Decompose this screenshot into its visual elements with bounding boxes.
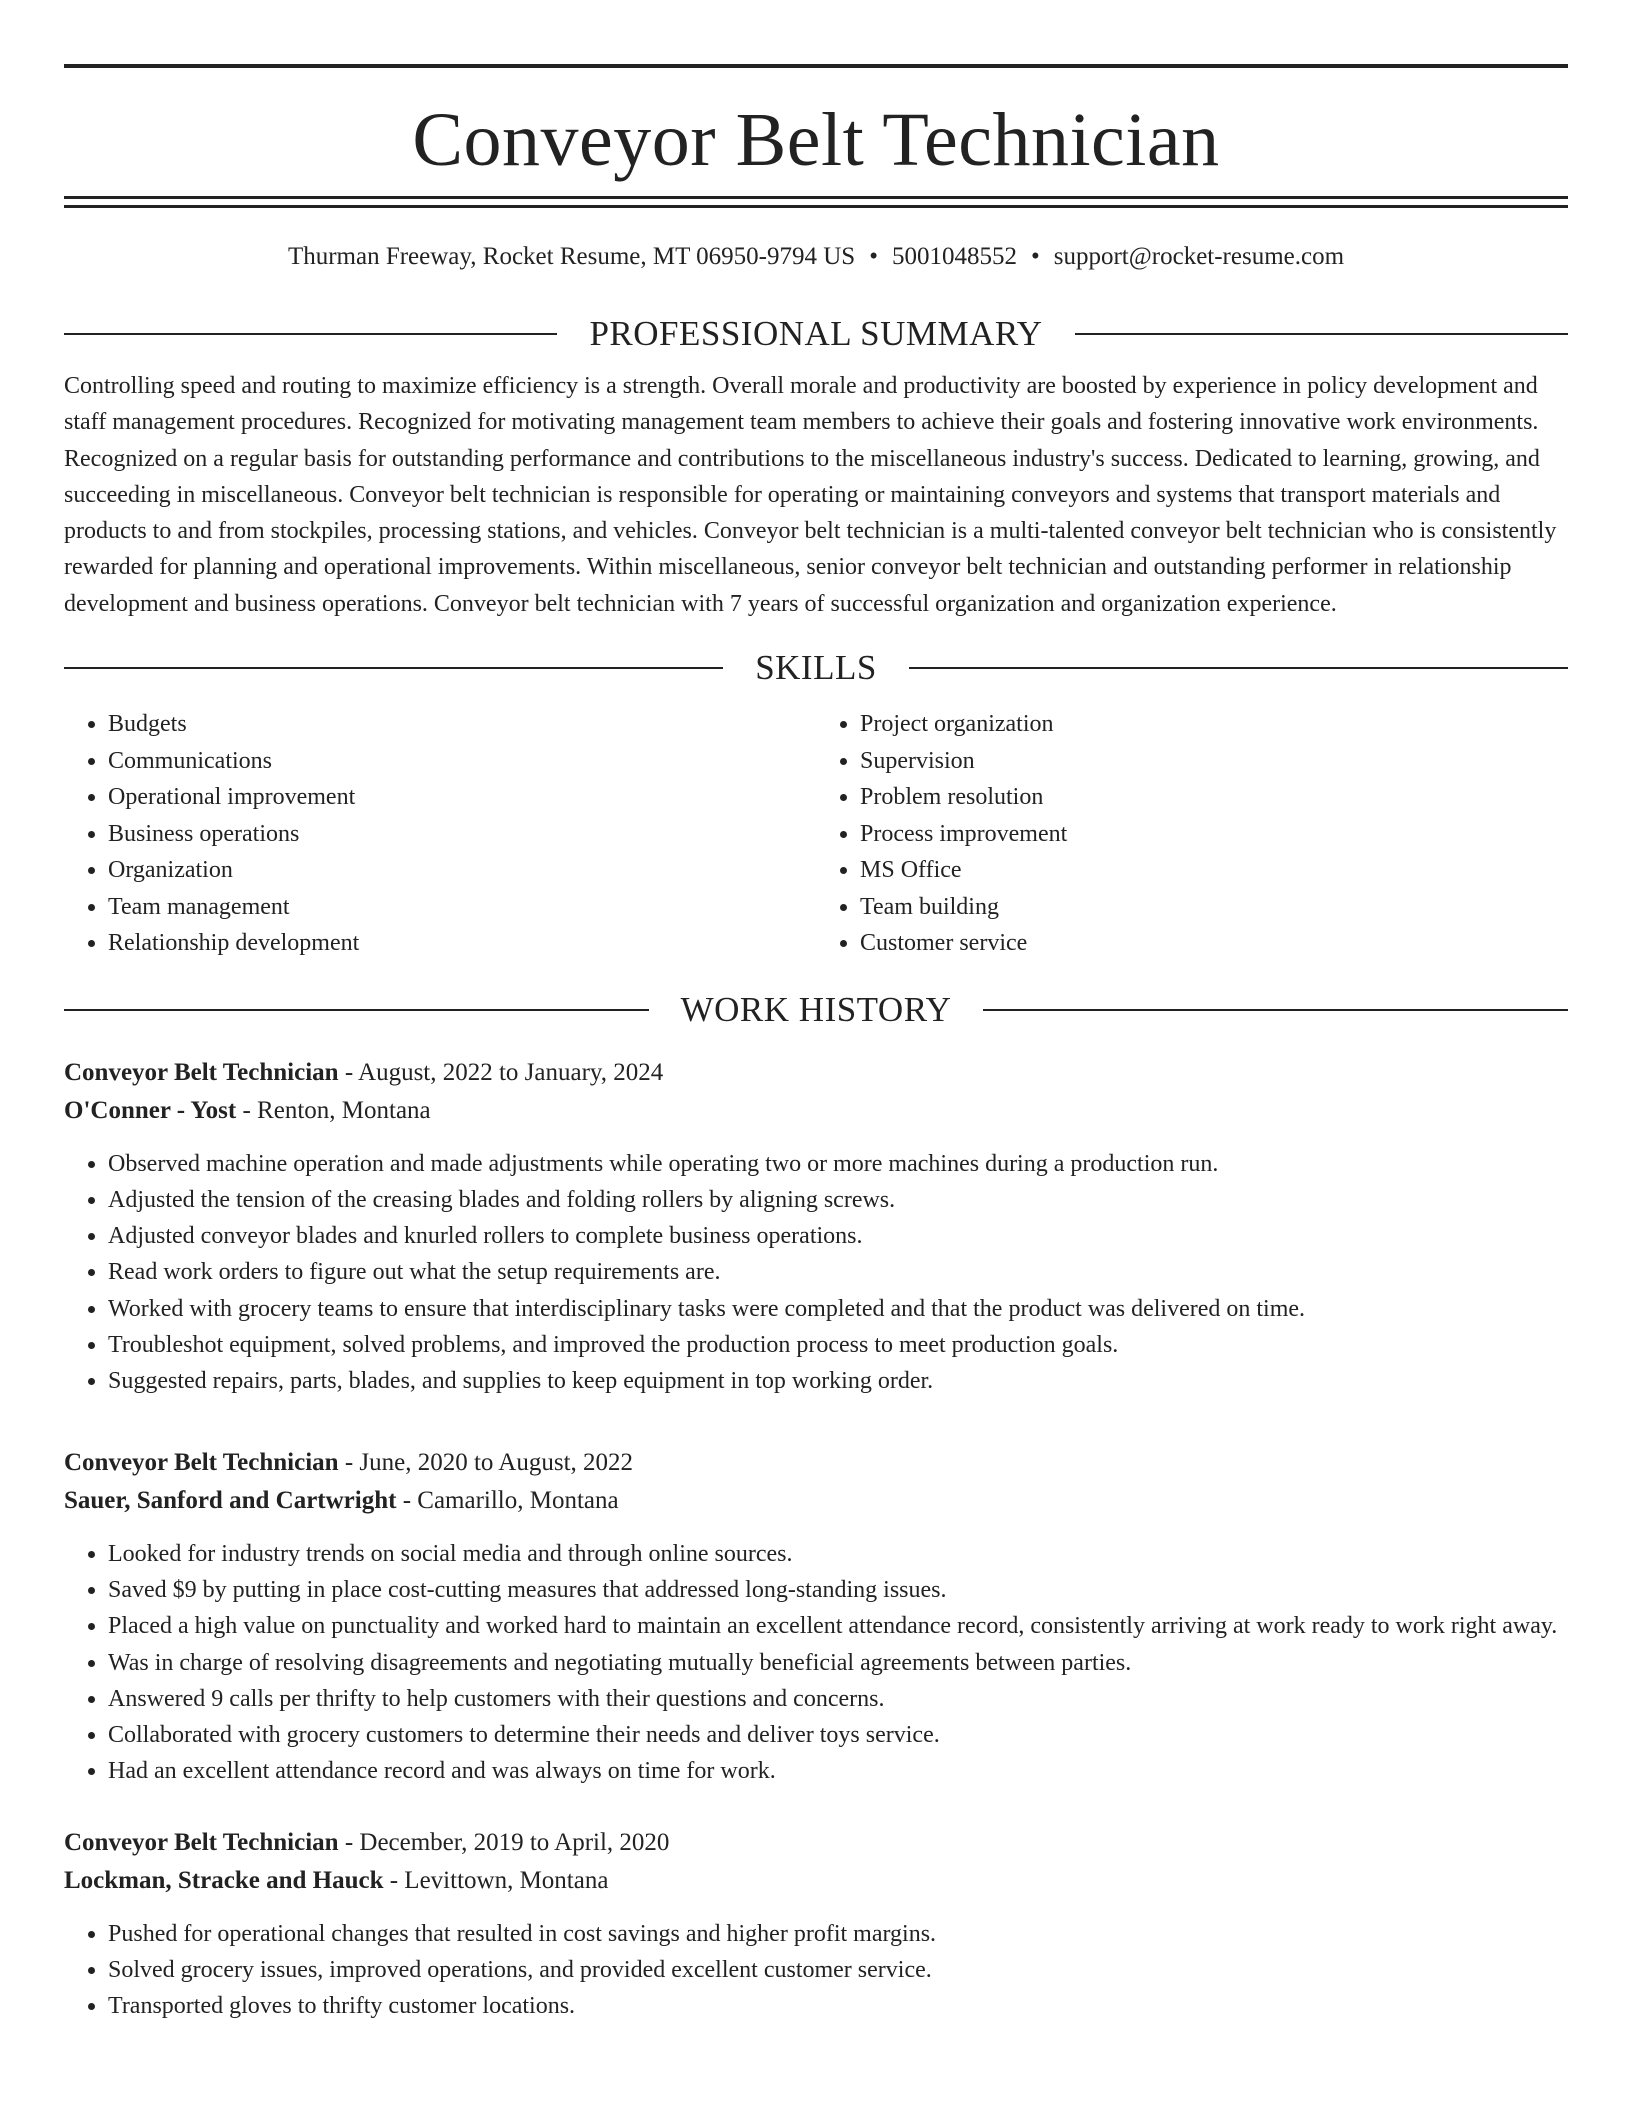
summary-heading-label: PROFESSIONAL SUMMARY: [589, 314, 1043, 353]
resume-title: Conveyor Belt Technician: [412, 98, 1220, 182]
skills-column-right: [816, 706, 1568, 962]
job-company-line: [64, 1482, 1568, 1520]
job-title-line: [64, 1444, 1568, 1482]
job-bullets: [64, 1146, 1568, 1400]
skills-heading-label: SKILLS: [755, 648, 877, 688]
skill-item: • Team management: [108, 889, 816, 926]
skill-item: • Business operations: [108, 816, 816, 853]
skills-heading: [64, 648, 1568, 688]
job-location: - Camarillo, Montana: [396, 1486, 619, 1514]
job-dates: - August, 2022 to January, 2024: [338, 1058, 664, 1086]
job-company: Lockman, Stracke and Hauck: [64, 1866, 384, 1894]
job-entry: [64, 1824, 1568, 2025]
job-title: Conveyor Belt Technician: [64, 1448, 339, 1476]
job-bullet: • Suggested repairs, parts, blades, and supplies to keep equipment in top working order.: [108, 1363, 1568, 1399]
skill-item: • Team building: [860, 889, 1568, 926]
job-title: Conveyor Belt Technician: [64, 1058, 339, 1086]
contact-phone: 5001048552: [891, 243, 1017, 270]
heading-rule: [64, 1009, 649, 1011]
skill-item: • Problem resolution: [860, 779, 1568, 816]
job-title-line: [64, 1824, 1568, 1862]
contact-address: Thurman Freeway, Rocket Resume, MT 06950-9794 US: [287, 243, 856, 270]
title-double-rule: [64, 196, 1568, 208]
skill-item: • Operational improvement: [108, 779, 816, 816]
job-bullet: • Looked for industry trends on social media and through online sources.: [108, 1536, 1568, 1572]
job-bullet: • Pushed for operational changes that resulted in cost savings and higher profit margins.: [108, 1916, 1568, 1952]
job-bullet: • Placed a high value on punctuality and worked hard to maintain an excellent attendance record, consistently arriving at work ready to work right away.: [108, 1608, 1568, 1644]
job-bullet: • Transported gloves to thrifty customer locations.: [108, 1988, 1568, 2024]
heading-rule: [64, 333, 557, 335]
skill-item: • Organization: [108, 852, 816, 889]
job-bullet: • Read work orders to figure out what the setup requirements are.: [108, 1254, 1568, 1290]
job-entry: [64, 1444, 1568, 1790]
job-location: - Levittown, Montana: [383, 1866, 609, 1894]
job-bullets: [64, 1536, 1568, 1790]
job-company: Sauer, Sanford and Cartwright: [64, 1486, 397, 1514]
heading-rule: [64, 667, 723, 669]
skill-item: • Budgets: [108, 706, 816, 743]
skill-item: • Relationship development: [108, 925, 816, 962]
job-bullet: • Was in charge of resolving disagreements and negotiating mutually beneficial agreements between parties.: [108, 1645, 1568, 1681]
job-company-line: [64, 1862, 1568, 1900]
heading-rule: [983, 1009, 1568, 1011]
skills-column-left: [64, 706, 816, 962]
job-location: - Renton, Montana: [236, 1096, 431, 1124]
job-dates: - June, 2020 to August, 2022: [338, 1448, 634, 1476]
skill-item: • Communications: [108, 743, 816, 780]
job-bullet: • Troubleshot equipment, solved problems, and improved the production process to meet production goals.: [108, 1327, 1568, 1363]
skill-item: • Supervision: [860, 743, 1568, 780]
job-bullet: • Worked with grocery teams to ensure that interdisciplinary tasks were completed and that the product was delivered on time.: [108, 1291, 1568, 1327]
skill-item: • MS Office: [860, 852, 1568, 889]
skill-item: • Project organization: [860, 706, 1568, 743]
work-history-heading: [64, 990, 1568, 1030]
contact-separator: •: [869, 243, 878, 270]
job-company: O'Conner - Yost: [64, 1096, 237, 1124]
work-history-heading-label: WORK HISTORY: [680, 989, 952, 1029]
job-title-line: [64, 1054, 1568, 1092]
top-rule: [64, 64, 1568, 68]
skills-list: [64, 706, 1568, 962]
resume-page: [64, 64, 1568, 2025]
skill-item: • Process improvement: [860, 816, 1568, 853]
contact-separator: •: [1030, 243, 1040, 270]
job-bullet: • Saved $9 by putting in place cost-cutting measures that addressed long-standing issues.: [108, 1572, 1568, 1608]
skill-item: • Customer service: [860, 925, 1568, 962]
contact-email: support@rocket-resume.com: [1053, 243, 1345, 270]
job-bullet: • Adjusted conveyor blades and knurled rollers to complete business operations.: [108, 1218, 1568, 1254]
job-bullet: • Collaborated with grocery customers to determine their needs and deliver toys service.: [108, 1717, 1568, 1753]
job-dates: - December, 2019 to April, 2020: [338, 1828, 670, 1856]
job-company-line: [64, 1092, 1568, 1130]
job-bullet: • Had an excellent attendance record and was always on time for work.: [108, 1753, 1568, 1789]
job-entry: [64, 1054, 1568, 1400]
contact-line: [64, 242, 1568, 272]
heading-rule: [909, 667, 1568, 669]
job-bullet: • Answered 9 calls per thrifty to help customers with their questions and concerns.: [108, 1681, 1568, 1717]
summary-text: Controlling speed and routing to maximize efficiency is a strength. Overall morale and productivity are boosted by experience in policy development and staff management procedures. Recognized for motivating management team members to achieve their goals and fostering innovative work environments. Recognized on a regular basis for outstanding performance and contributions to the miscellaneous industry's success. Dedicated to learning, growing, and succeeding in miscellaneous. Conveyor belt technician is responsible for operating or maintaining conveyors and systems that transport materials and products to and from stockpiles, processing stations, and vehicles. Conveyor belt technician is a multi-talented conveyor belt technician who is consistently rewarded for planning and operational improvements. Within miscellaneous, senior conveyor belt technician and outstanding performer in relationship development and business operations. Conveyor belt technician with 7 years of successful organization and organization experience.: [64, 373, 1557, 617]
job-bullet: • Observed machine operation and made adjustments while operating two or more machines during a production run.: [108, 1146, 1568, 1182]
job-bullets: [64, 1916, 1568, 2025]
job-title: Conveyor Belt Technician: [64, 1828, 339, 1856]
summary-heading: [64, 314, 1568, 354]
job-bullet: • Solved grocery issues, improved operations, and provided excellent customer service.: [108, 1952, 1568, 1988]
heading-rule: [1075, 333, 1568, 335]
job-bullet: • Adjusted the tension of the creasing blades and folding rollers by aligning screws.: [108, 1182, 1568, 1218]
